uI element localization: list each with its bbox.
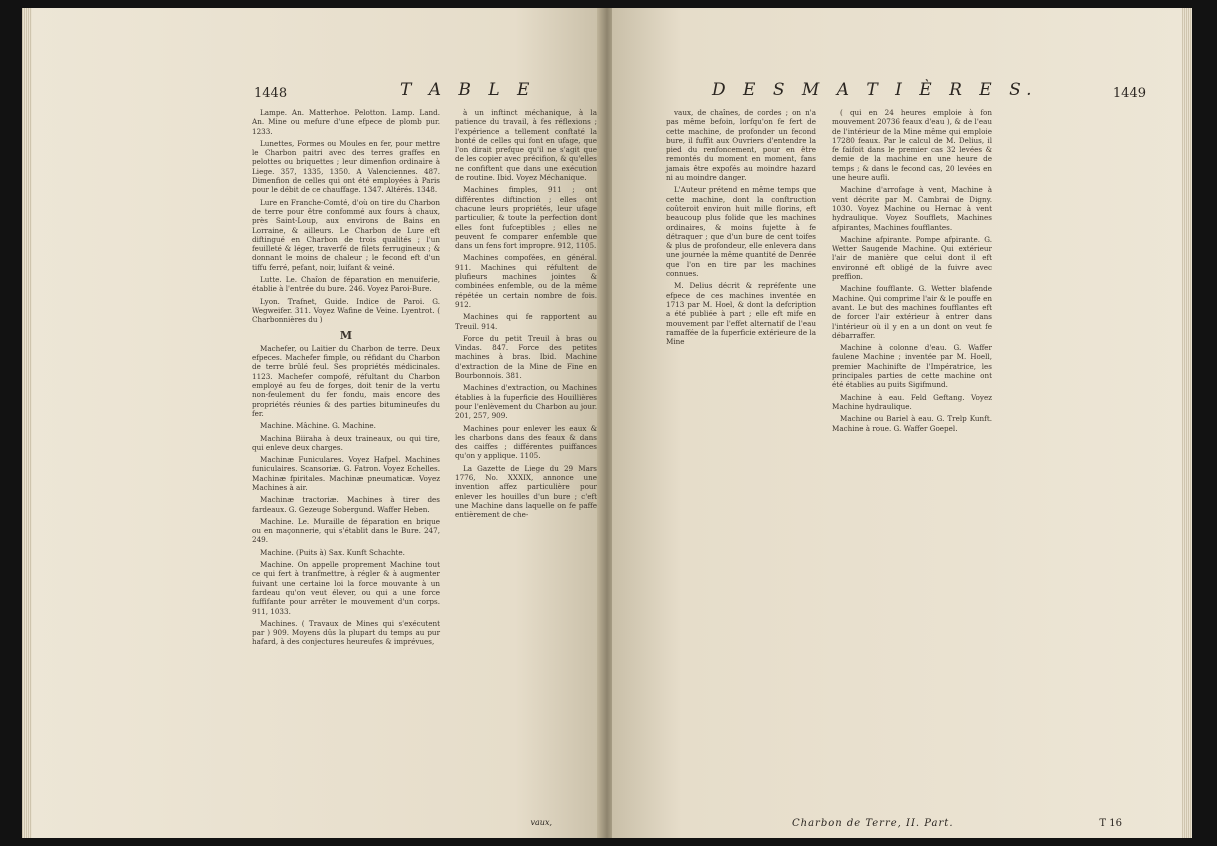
entry: Machine à colonne d'eau. G. Waffer faulene Machine ; inventée par M. Hoell, premier Machinifte de l'Impératrice, les principales parties de cette machine ont été établies au puits Sigifmund. [832,343,992,390]
left-page-footer [92,818,562,834]
entry: à un inftinct méchanique, à la patience du travail, à fes réflexions ; l'expérience a tellement conftaté la bonté de celles qui font en ufage, que l'on dirait prefque qu'il ne s'agit que de les copier avec précifion, & qu'elles ne confiftent que dans une exécution de routine. Ibid. Voyez Méchanique. [455,108,597,183]
entry: L'Auteur prétend en même temps que cette machine, dont la conftruction coûteroit environ huit mille florins, eft beaucoup plus folide que les machines ordinaires, & moins fujette à fe détraquer ; que d'un bure de cent toifes & plus de profondeur, elle enlevera dans une journée la même quantité de Denrée que l'on en tire par les machines connues. [666,185,816,279]
left-page [22,8,602,838]
left-column-1 [252,108,440,650]
entry: Machinæ tractoriæ. Machines à tirer des fardeaux. G. Gezeuge Sobergund. Waffer Heben. [252,495,440,514]
entry: M. Delius décrit & repréfente une efpece de ces machines inventée en 1713 par M. Hoel, & dont la defcription a été publiée à part ; elle eft mife en mouvement par l'effet alternatif de l'eau ramaffée de la fuperficie extérieure de la Mine [666,281,816,347]
entry: Machines. ( Travaux de Mines qui s'exécutent par ) 909. Moyens dûs la plupart du temps au pur hafard, à des conjectures heureufes & imprévues, [252,618,440,647]
right-column-2 [832,108,992,436]
entry: Machines qui fe rapportent au Treuil. 914. [455,312,597,331]
entry: Machine afpirante. Pompe afpirante. G. Wetter Saugende Machine. Qui extérieur l'air de manière que celui dont il eft environné eft obligé de la fuivre avec preffion. [832,234,992,282]
page-number-left: 1448 [254,86,288,101]
right-page [612,8,1192,838]
section-letter: M [339,328,353,342]
entry: ( qui en 24 heures emploie à fon mouvement 20736 feaux d'eau ), & de l'eau de l'intérieur de la Mine même qui emploie 17280 feaux. Par le calcul de M. Delius, il fe faifoit dans le premier cas 32 levées & demie de la machine en une heure de temps ; & dans le fecond cas, 20 levées en une heure aufli. [832,108,992,183]
page-edges-right [1182,8,1192,838]
page-edges-left [22,8,32,838]
open-book [22,8,1192,838]
entry: Force du petit Treuil à bras ou Vindas. 847. Force des petites machines à bras. Ibid. Machine d'extraction de la Mine de Fine en Bourbonnois. 381. [455,333,597,381]
entry: La Gazette de Liege du 29 Mars 1776, No. XXXIX, annonce une invention affez particulière pour enlever les houilles d'un bure ; c'eft une Machine dans laquelle on fe paffe entièrement de che- [455,463,597,520]
entry: Lampe. An. Matterhoe. Pelotton. Lamp. Land. An. Mine ou mefure d'une efpece de plomb pur. 1233. [252,108,440,136]
entry: Machine à eau. Feld Geftang. Voyez Machine hydraulique. [832,392,992,411]
page-number-right: 1449 [1112,86,1146,101]
right-column-1 [666,108,816,349]
entry: Machine foufflante. G. Wetter blafende Machine. Qui comprime l'air & le pouffe en avant. Le but des machines foufflantes eft de forcer l'air extérieur à entrer dans l'intérieur où il y en a un dont on veut fe débarraffer. [832,284,992,340]
running-title-left: T A B L E [400,80,536,100]
entry: Lutte. Le. Chaîon de féparation en menuiferie, établie à l'entrée du bure. 246. Voyez Paroi-Bure. [252,275,440,294]
right-page-header [612,76,1192,106]
entry: Machines pour enlever les eaux & les charbons dans des feaux & dans des caiffes ; différentes puiffances qu'on y applique. 1105. [455,423,597,461]
right-page-footer [682,818,1152,834]
entry: Machines d'extraction, ou Machines établies à la fuperficie des Houillières pour l'enlèvement du Charbon au jour. 201, 257, 909. [455,383,597,421]
left-column-2 [455,108,597,522]
entry: Lure en Franche-Comté, d'où on tire du Charbon de terre pour être confommé aux fours à chaux, près Saint-Loup, aux environs de Bains en Lorraine, & ailleurs. Le Charbon de Lure eft diftingué en Charbon de trois qualités ; l'un feuilleté & léger, traverfé de filets ferrugineux ; & donnant le moins de chaleur ; le fecond eft d'un tiffu ferré, pefant, noir, luifant & veiné. [252,197,440,272]
entry: Machines compofées, en général. 911. Machines qui réfultent de plufieurs machines jointes & combinées enfemble, ou de la même répétée un certain nombre de fois. 912. [455,253,597,309]
entry: vaux, de chaînes, de cordes ; on n'a pas même befoin, lorfqu'on fe fert de cette machine, de profonder un fecond bure, il fuffit aux Ouvriers d'entendre la pied du renfoncement, pour en être remontés du moment en moment, fans jamais être expofés au moindre hazard ni au moindre danger. [666,108,816,183]
signature-mark: T 16 [1099,818,1122,829]
left-page-header [22,76,602,106]
entry: Machine. Mâchine. G. Machine. [260,421,376,431]
entry: Machefer, ou Laitier du Charbon de terre. Deux efpeces. Machefer fimple, ou réfidant du Charbon de terre brûlé feul. Ses propriétés médicinales. 1123. Machefer compofé, réfultant du Charbon employé au feu de forges, doit tenir de la vertu non-feulement du fer fondu, mais encore des propriétés réunies & des parties bitumineufes du fer. [252,343,440,418]
entry: Machines fimples, 911 ; ont différentes diftinction ; elles ont chacune leurs propriétés, leur ufage particulier, & toute la perfection dont elles font fufceptibles ; elles ne peuvent fe comparer enfemble que dans un fens fort impropre. 912, 1105. [455,185,597,251]
entry: Machine. (Puits à) Sax. Kunft Schachte. [260,547,405,557]
entry: Machine. On appelle proprement Machine tout ce qui fert à tranfmettre, à régler & à augmenter fuivant une certaine loi la force mouvante à un fardeau qu'on veut élever, ou qui a une force fuffifante pour arrêter le mouvement d'un corps. 911, 1033. [252,560,440,616]
entry: Lyon. Trafnet, Guide. Indice de Paroi. G. Wegweifer. 311. Voyez Wafine de Veine. Lyentrot. ( Charbonnières du ) [252,296,440,325]
entry: Lunettes, Formes ou Moules en fer, pour mettre le Charbon paitri avec des terres graffes en pelottes ou briquettes ; leur dimenfion ordinaire à Liege. 357, 1335, 1350. A Valenciennes. 487. Dimenfion de celles qui ont été employées à Paris pour le débit de ce chauffage. 1347. Altérés. 1348. [252,138,440,195]
entry: Machine. Le. Muraille de féparation en brique ou en maçonnerie, qui s'établit dans le Bure. 247, 249. [252,516,440,545]
catchword: vaux, [530,818,552,827]
entry: Machine d'arrofage à vent, Machine à vent décrite par M. Cambrai de Digny. 1030. Voyez Machine ou Hernac à vent hydraulique. Voyez Soufflets, Machines afpirantes, Machines foufflantes. [832,185,992,232]
footer-signature: Charbon de Terre, II. Part. [792,818,954,829]
running-title-right: D E S M A T I È R E S. [712,80,1038,100]
entry: Machina Biiraha à deux traineaux, ou qui tire, qui enleve deux charges. [252,433,440,452]
entry: Machine ou Bariel à eau. G. Trelp Kunft. Machine à roue. G. Waffer Goepel. [832,414,992,433]
entry: Machinæ Funiculares. Voyez Hafpel. Machines funiculaires. Scansoriæ. G. Fatron. Voyez Echelles. Machinæ fpiritales. Machinæ pneumaticæ. Voyez Machines à air. [252,455,440,492]
